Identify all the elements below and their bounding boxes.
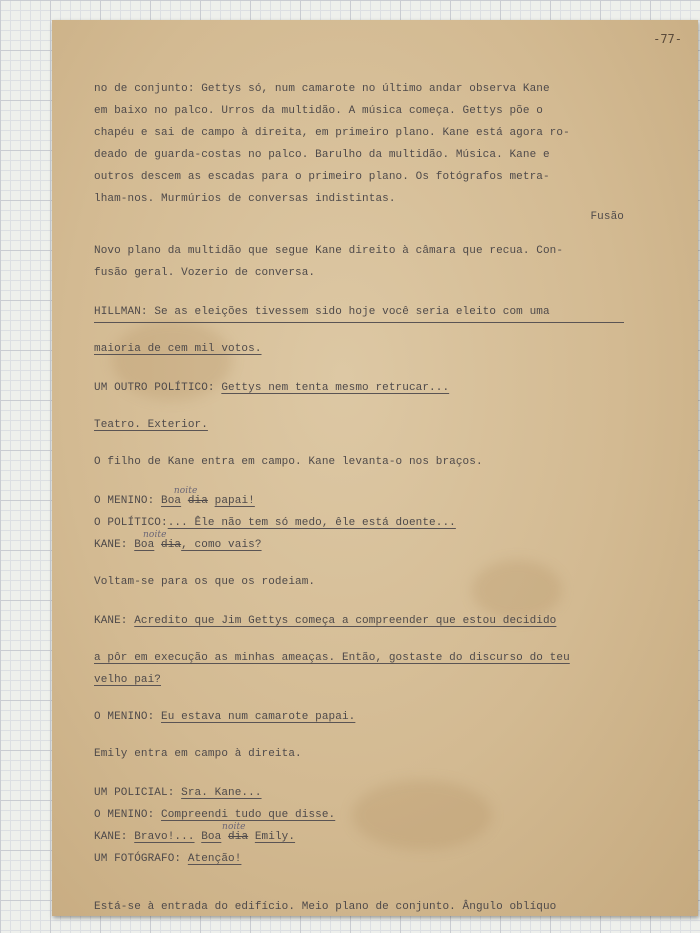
paragraph-line: no de conjunto: Gettys só, num camarote no último andar observa Kane <box>94 83 550 95</box>
paragraph-line: outros descem as escadas para o primeiro plano. Os fotógrafos metra- <box>94 171 550 183</box>
struck-word <box>173 486 208 507</box>
script-text <box>94 78 624 918</box>
dialogue-text: velho pai? <box>94 674 162 686</box>
struck-word-text: dia <box>228 831 249 843</box>
paragraph-line: Voltam-se para os que os rodeiam. <box>94 576 316 588</box>
dialogue-line <box>94 301 624 323</box>
dialogue-text: Gettys nem tenta mesmo retrucar... <box>221 382 450 394</box>
paragraph-line: O filho de Kane entra em campo. Kane levanta-o nos braços. <box>94 456 483 468</box>
dialogue-text: Eu estava num camarote papai. <box>161 711 356 723</box>
dialogue-line <box>94 512 624 534</box>
dialogue-line <box>94 822 624 848</box>
dialogue-text: a pôr em execução as minhas ameaças. Então, gostaste do discurso do teu <box>94 652 570 664</box>
dialogue-text: Compreendi tudo que disse. <box>161 809 336 821</box>
dialogue-word: papai! <box>214 495 255 507</box>
handwritten-correction: noite <box>173 486 198 496</box>
speaker-name: O MENINO: <box>94 809 155 821</box>
dialogue-word: Emily. <box>254 831 296 843</box>
dialogue-line <box>94 338 624 360</box>
dialogue-line <box>94 647 624 669</box>
speaker-name: HILLMAN: <box>94 306 148 318</box>
dialogue-text: Se as eleições tivessem sido hoje você seria eleito com uma <box>154 306 550 318</box>
dialogue-word: Bravo!... <box>134 831 195 843</box>
dialogue-text: maioria de cem mil votos. <box>94 343 262 355</box>
dialogue-text: Atenção! <box>187 853 242 865</box>
paragraph-line: chapéu e sai de campo à direita, em primeiro plano. Kane está agora ro- <box>94 127 570 139</box>
page-number: -77- <box>653 32 682 46</box>
dialogue-word: Boa <box>134 539 155 551</box>
dialogue-line <box>94 804 624 826</box>
dialogue-line <box>94 486 624 512</box>
paragraph-line: em baixo no palco. Urros da multidão. A música começa. Gettys põe o <box>94 105 543 117</box>
dialogue-line <box>94 706 624 728</box>
dialogue-line <box>94 669 624 691</box>
speaker-name: KANE: <box>94 615 128 627</box>
struck-word <box>222 822 249 843</box>
paragraph-line: lham-nos. Murmúrios de conversas indistintas. <box>94 193 396 205</box>
speaker-name: UM FOTÓGRAFO: <box>94 853 182 865</box>
speaker-name: O MENINO: <box>94 495 155 507</box>
speaker-name: O POLÍTICO: <box>94 517 168 529</box>
paragraph-line: Emily entra em campo à direita. <box>94 748 302 760</box>
paragraph-line: Está-se à entrada do edifício. Meio plano de conjunto. Ângulo oblíquo <box>94 901 557 913</box>
handwritten-correction: noite <box>143 530 167 540</box>
paragraph-line: Novo plano da multidão que segue Kane direito à câmara que recua. Con- <box>94 245 564 257</box>
struck-word-text: dia <box>187 495 208 507</box>
paragraph-line: fusão geral. Vozerio de conversa. <box>94 267 316 279</box>
dialogue-word: , como vais? <box>181 539 262 551</box>
dialogue-text: ... Êle não tem só medo, êle está doente... <box>167 517 456 529</box>
paragraph-line: deado de guarda-costas no palco. Barulho da multidão. Música. Kane e <box>94 149 550 161</box>
dialogue-line <box>94 530 624 556</box>
dialogue-word: Boa <box>201 831 222 843</box>
transition-label: Fusão <box>590 211 624 223</box>
dialogue-text: Acredito que Jim Gettys começa a compreender que estou decidido <box>134 615 557 627</box>
scene-heading <box>94 414 624 436</box>
dialogue-word: Boa <box>161 495 182 507</box>
speaker-name: O MENINO: <box>94 711 155 723</box>
scene-heading-text: Teatro. Exterior. <box>94 419 208 431</box>
dialogue-text: Sra. Kane... <box>181 787 262 799</box>
handwritten-correction: noite <box>222 822 246 832</box>
struck-word-text: dia <box>161 539 182 551</box>
dialogue-line <box>94 782 624 804</box>
speaker-name: UM OUTRO POLÍTICO: <box>94 382 215 394</box>
dialogue-line <box>94 377 624 399</box>
speaker-name: KANE: <box>94 831 128 843</box>
dialogue-line <box>94 848 624 870</box>
speaker-name: KANE: <box>94 539 128 551</box>
dialogue-line <box>94 610 624 632</box>
speaker-name: UM POLICIAL: <box>94 787 175 799</box>
